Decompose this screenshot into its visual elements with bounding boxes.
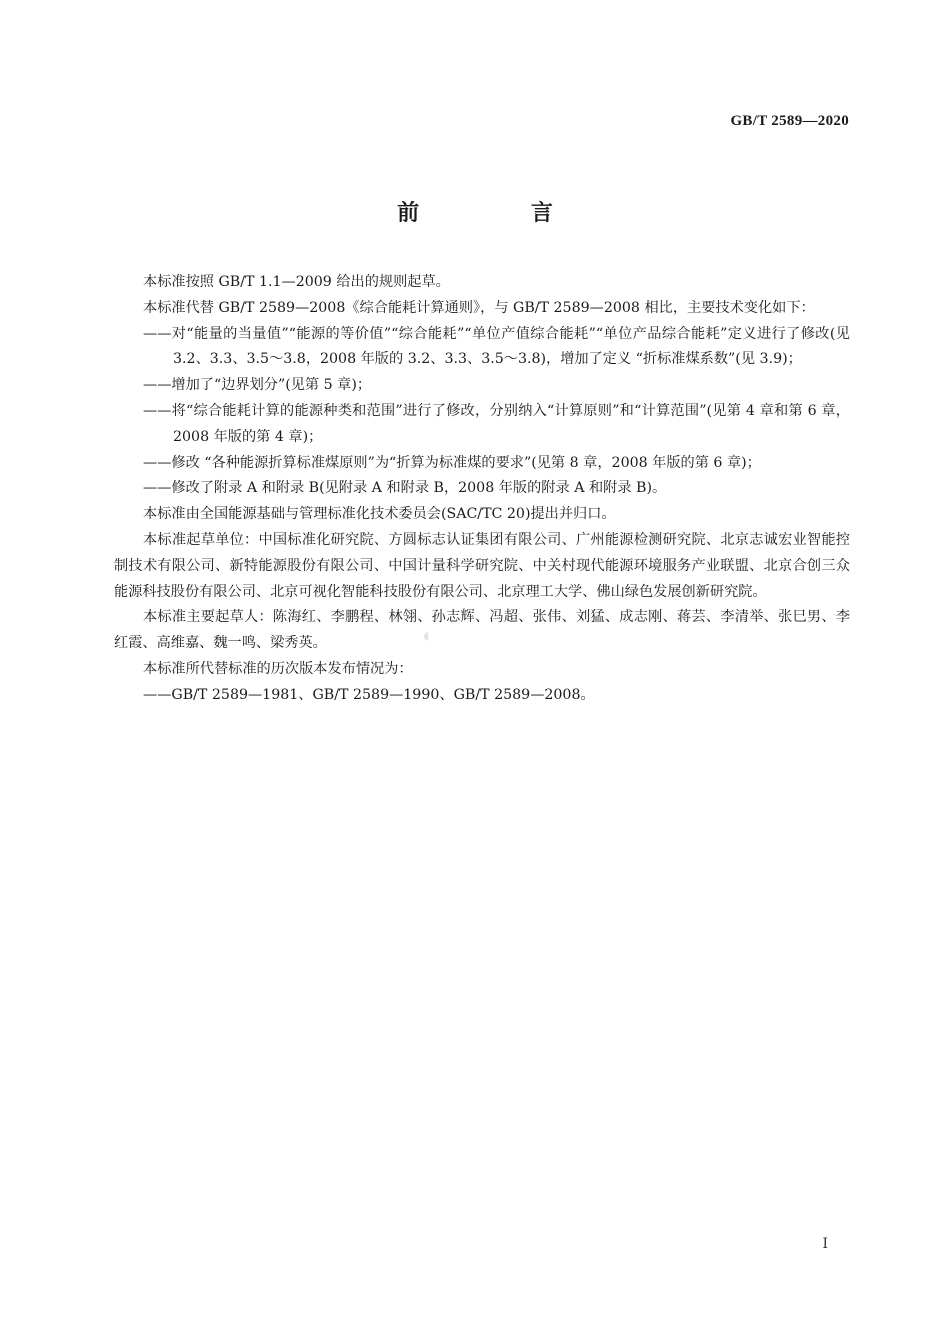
watermark-icon: ◖ [420, 625, 433, 647]
paragraph-drafters: 本标准主要起草人：陈海红、李鹏程、林翎、孙志辉、冯超、张伟、刘猛、成志刚、蒋芸、李清举、张巳男、李红霞、高维嘉、魏一鸣、梁秀英。 [114, 609, 850, 652]
paragraph-drafting-rules: 本标准按照 GB/T 1.1—2009 给出的规则起草。 [143, 274, 450, 290]
change-item: ——修改 “各种能源折算标准煤原则”为“折算为标准煤的要求”(见第 8 章，2008 年版的第 6 章)； [143, 454, 761, 471]
paragraph-replacement: 本标准代替 GB/T 2589—2008《综合能耗计算通则》，与 GB/T 2589—2008 相比，主要技术变化如下： [143, 299, 815, 316]
paragraph-history-intro: 本标准所代替标准的历次版本发布情况为： [143, 660, 413, 677]
page-number: I [822, 1236, 828, 1252]
page-title: 前 言 [397, 200, 605, 226]
history-item: ——GB/T 2589—1981、GB/T 2589—1990、GB/T 2589—2008。 [143, 686, 595, 703]
change-item: ——增加了“边界划分”(见第 5 章)； [143, 377, 372, 394]
change-item: ——将“综合能耗计算的能源种类和范围”进行了修改，分别纳入“计算原则”和“计算范围”(见第 4 章和第 6 章，2008 年版的第 4 章)； [143, 402, 850, 445]
change-item: ——对“能量的当量值”“能源的等价值”“综合能耗”“单位产值综合能耗”“单位产品综合能耗”定义进行了修改(见 3.2、3.3、3.5～3.8，2008 年版的 3.2、3.3、3.5～3.8)，增加了定义 “折标准煤系数”(见 3.9)； [143, 325, 850, 368]
paragraph-proposer: 本标准由全国能源基础与管理标准化技术委员会(SAC/TC 20)提出并归口。 [143, 506, 616, 523]
paragraph-drafting-units: 本标准起草单位：中国标准化研究院、方圆标志认证集团有限公司、广州能源检测研究院、北京志诚宏业智能控制技术有限公司、新特能源股份有限公司、中国计量科学研究院、中关村现代能源环境服务产业联盟、北京合创三众能源科技股份有限公司、北京可视化智能科技股份有限公司、北京理工大学、佛山绿色发展创新研究院。 [114, 531, 850, 600]
foreword-body [114, 270, 850, 709]
change-item: ——修改了附录 A 和附录 B(见附录 A 和附录 B，2008 年版的附录 A 和附录 B)。 [143, 480, 667, 497]
standard-code: GB/T 2589—2020 [730, 113, 849, 129]
